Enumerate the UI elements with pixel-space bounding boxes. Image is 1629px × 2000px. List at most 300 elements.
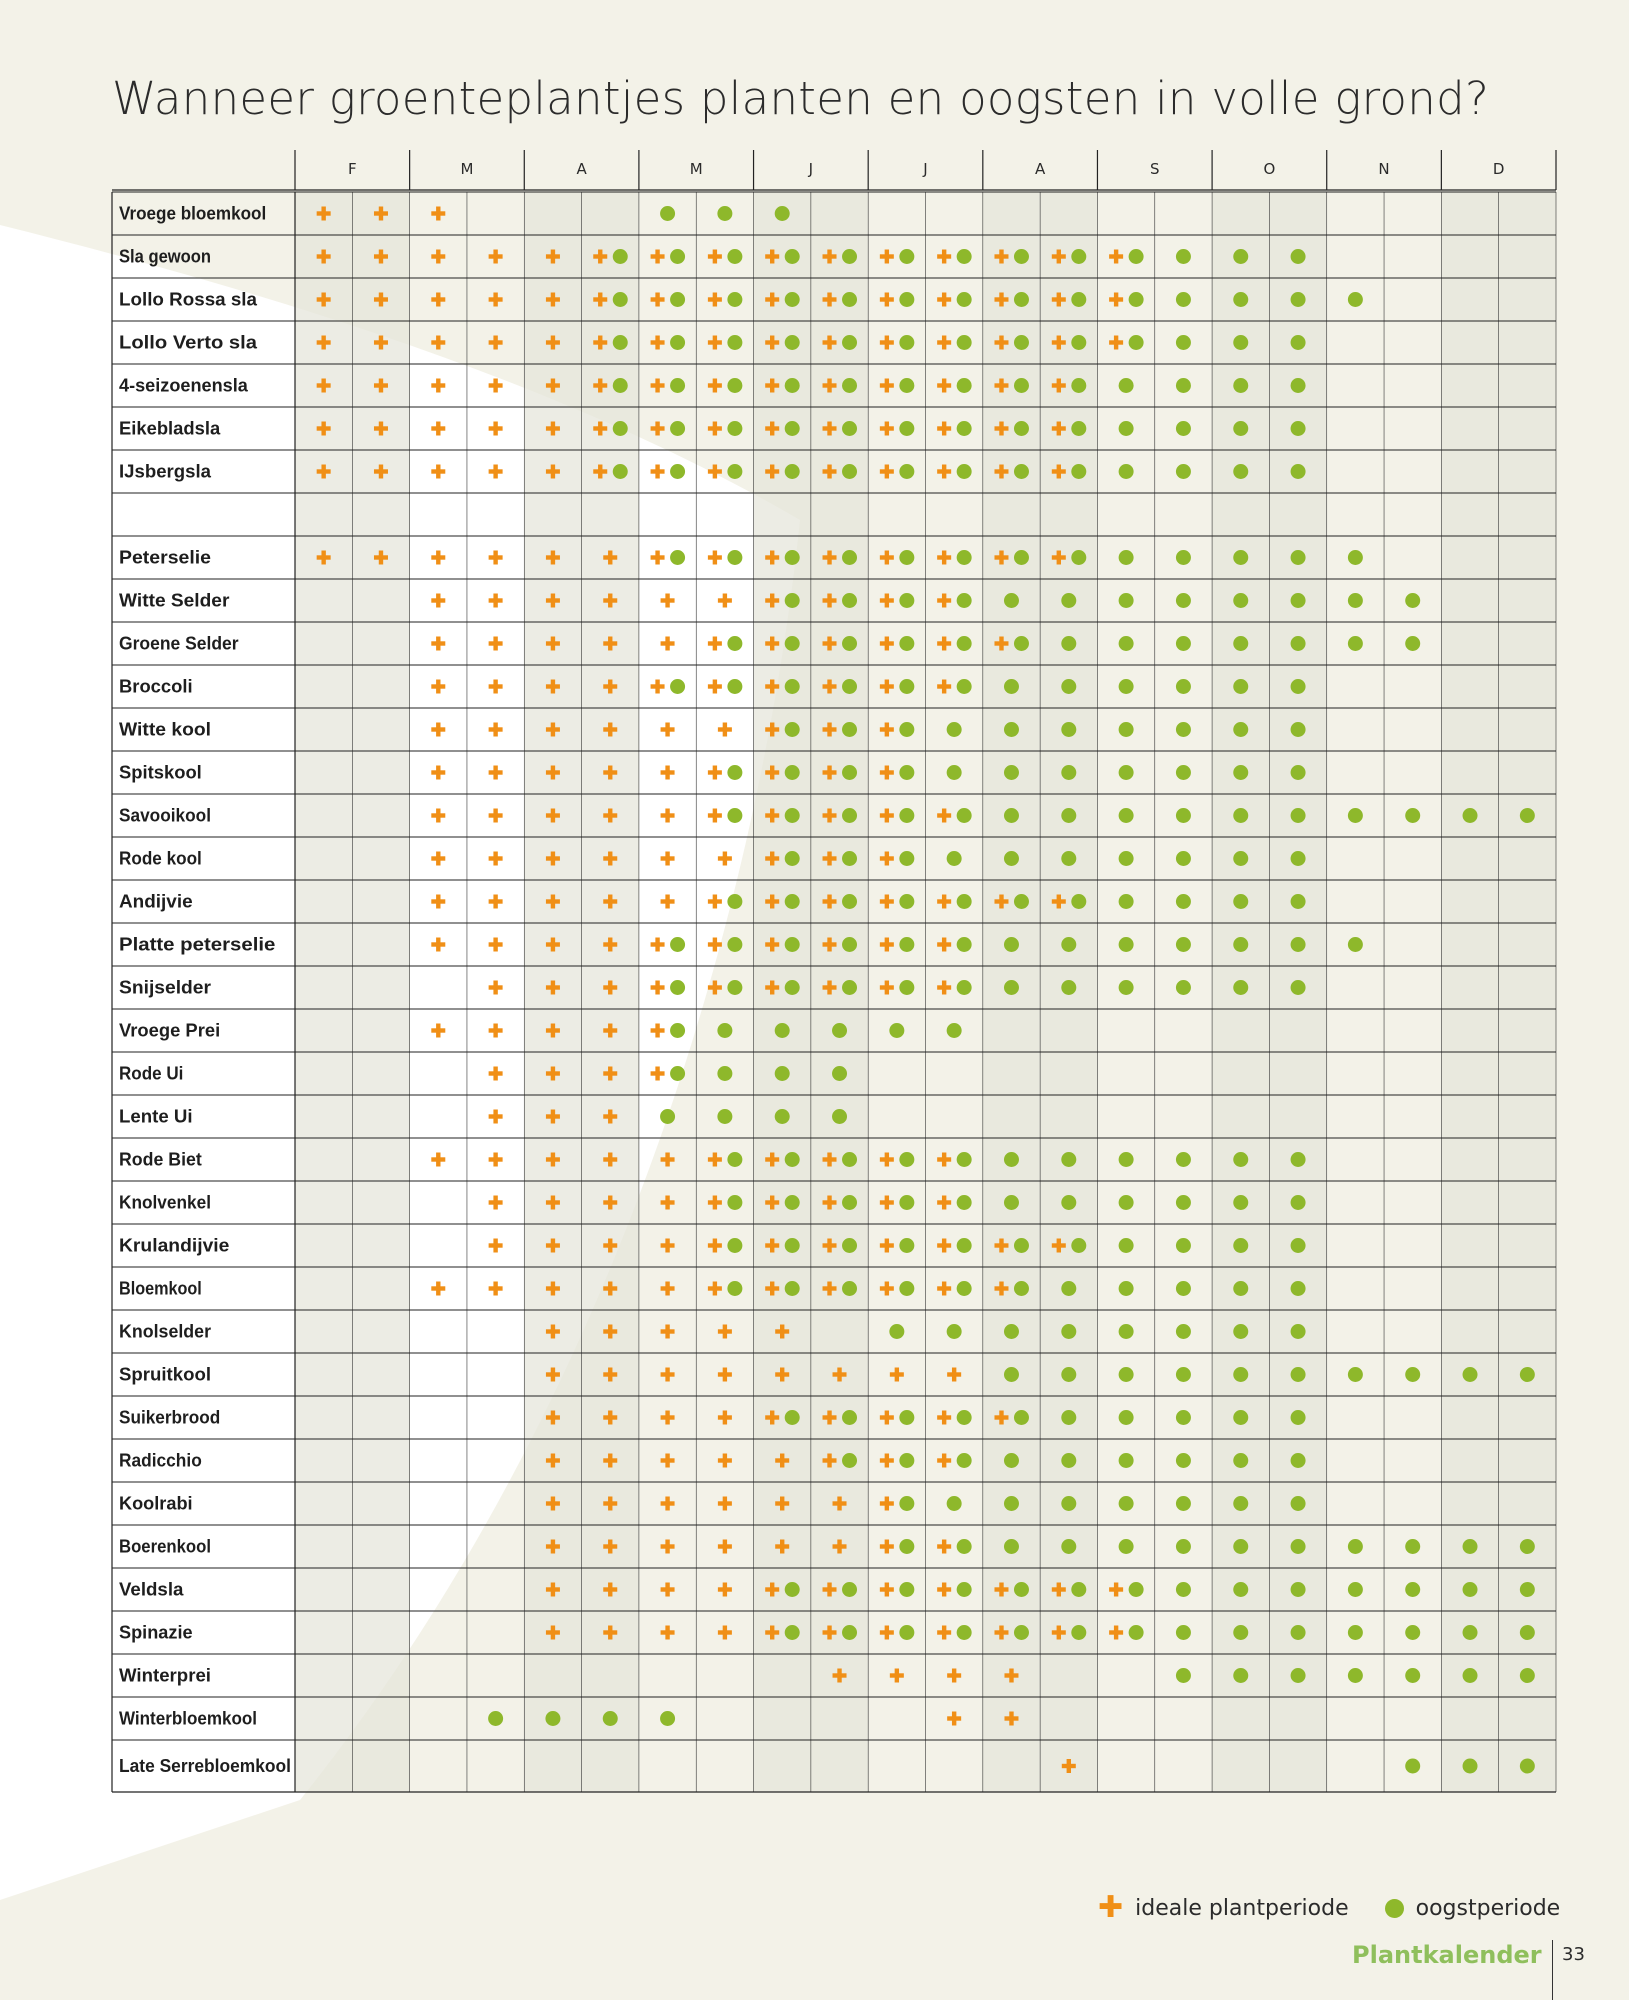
harvest-mark [1004,1367,1019,1382]
harvest-mark [1176,636,1191,651]
harvest-mark [1233,249,1248,264]
harvest-mark [1291,1152,1306,1167]
harvest-mark [1291,722,1306,737]
plant-mark [489,1067,503,1081]
month-header: S [1150,160,1160,178]
plant-harvest-mark [937,679,972,694]
harvest-mark [1405,1625,1420,1640]
harvest-mark [1405,593,1420,608]
harvest-mark [832,1109,847,1124]
harvest-mark [1520,1759,1535,1774]
harvest-mark [947,1324,962,1339]
harvest-mark [1233,335,1248,350]
plant-harvest-mark [880,1625,915,1640]
harvest-mark [1061,593,1076,608]
plant-mark [947,1669,961,1683]
harvest-mark [1176,1668,1191,1683]
harvest-mark [1405,1582,1420,1597]
plant-mark [661,1196,675,1210]
plant-mark [489,723,503,737]
harvest-mark [775,1023,790,1038]
harvest-mark [1291,421,1306,436]
plant-harvest-mark [880,593,915,608]
harvest-mark [1119,1195,1134,1210]
harvest-mark [1291,980,1306,995]
plant-harvest-mark [880,1539,915,1554]
plant-harvest-mark [880,378,915,393]
plant-harvest-mark [937,1582,972,1597]
harvest-mark [1119,464,1134,479]
harvest-mark [1291,1195,1306,1210]
harvest-mark [1405,1367,1420,1382]
harvest-mark [1004,722,1019,737]
harvest-mark [1004,1539,1019,1554]
crop-name: Groene Selder [119,633,239,654]
plant-mark [431,852,445,866]
crop-name: Witte Selder [119,590,230,611]
plant-mark [661,1153,675,1167]
harvest-mark [1233,808,1248,823]
month-header: M [689,160,703,178]
plant-mark [431,1282,445,1296]
harvest-mark [545,1711,560,1726]
harvest-mark [1061,1496,1076,1511]
harvest-mark [1291,636,1306,651]
plant-mark [489,981,503,995]
harvest-mark [1233,722,1248,737]
plant-mark [718,1583,732,1597]
month-header: M [460,160,474,178]
plant-mark [661,637,675,651]
harvest-mark [660,1109,675,1124]
harvest-mark [1520,1367,1535,1382]
plant-harvest-mark [651,1023,686,1038]
harvest-mark [1291,1625,1306,1640]
harvest-mark [1119,894,1134,909]
harvest-mark [1176,1453,1191,1468]
crop-name: Witte kool [119,719,211,740]
plant-mark [489,379,503,393]
month-header: D [1492,160,1505,178]
harvest-mark [660,1711,675,1726]
harvest-mark [832,1023,847,1038]
plant-harvest-mark [937,378,972,393]
harvest-mark [1004,980,1019,995]
harvest-mark [775,1066,790,1081]
harvest-mark [1233,1152,1248,1167]
harvest-mark [1291,1238,1306,1253]
harvest-mark [947,765,962,780]
harvest-mark [1119,679,1134,694]
harvest-mark [1463,1582,1478,1597]
plant-mark [431,1024,445,1038]
plant-mark [661,766,675,780]
plant-harvest-mark [937,937,972,952]
harvest-mark [1061,722,1076,737]
plant-mark [489,1153,503,1167]
harvest-mark [1176,894,1191,909]
plant-harvest-mark [651,679,686,694]
harvest-mark [1176,1238,1191,1253]
harvest-mark [1291,1281,1306,1296]
harvest-mark [1176,1152,1191,1167]
harvest-mark [1291,1410,1306,1425]
plant-mark [718,1626,732,1640]
crop-name: Spruitkool [119,1364,211,1385]
harvest-mark [1176,593,1191,608]
harvest-mark [1176,1367,1191,1382]
harvest-mark [1291,550,1306,565]
harvest-mark [1520,1582,1535,1597]
harvest-mark [1233,550,1248,565]
plant-harvest-mark [708,421,743,436]
harvest-mark [1463,1668,1478,1683]
harvest-mark [1176,421,1191,436]
harvest-mark [1176,464,1191,479]
plant-mark [718,1325,732,1339]
harvest-mark [1233,1582,1248,1597]
harvest-mark [1520,808,1535,823]
crop-name: Late Serrebloemkool [119,1756,291,1776]
harvest-mark [1291,808,1306,823]
harvest-mark [1061,980,1076,995]
plant-harvest-mark [1109,249,1144,264]
plant-harvest-mark [880,1238,915,1253]
harvest-mark [1233,679,1248,694]
month-header: A [576,160,587,178]
plant-harvest-mark [937,249,972,264]
plant-mark [661,1325,675,1339]
crop-name: Spinazie [119,1622,193,1643]
crop-name: Savooikool [119,805,211,826]
plant-harvest-mark [880,550,915,565]
crop-name: Veldsla [119,1579,185,1600]
plant-mark [431,766,445,780]
month-header: J [923,160,928,178]
month-header: A [1035,160,1046,178]
harvest-mark [1061,1152,1076,1167]
crop-name: Radicchio [119,1450,202,1471]
harvest-mark [1176,550,1191,565]
plant-harvest-mark [708,378,743,393]
crop-name: IJsbergsla [119,461,213,482]
harvest-mark [1291,679,1306,694]
plant-mark [489,465,503,479]
harvest-mark [1348,1367,1363,1382]
harvest-mark [1176,1410,1191,1425]
harvest-mark [1291,1453,1306,1468]
harvest-mark [1233,1668,1248,1683]
harvest-mark [1233,292,1248,307]
plant-harvest-mark [651,378,686,393]
harvest-mark [1520,1625,1535,1640]
plant-mark [489,336,503,350]
harvest-mark [1176,1539,1191,1554]
harvest-mark [1176,292,1191,307]
crop-name: Rode Biet [119,1149,202,1170]
plant-harvest-mark [880,980,915,995]
plant-harvest-mark [937,464,972,479]
harvest-mark [947,722,962,737]
harvest-mark [1119,1410,1134,1425]
harvest-mark [1405,1668,1420,1683]
harvest-mark [1348,636,1363,651]
harvest-mark [1004,765,1019,780]
harvest-mark [1233,980,1248,995]
harvest-mark [1176,980,1191,995]
harvest-mark [1348,550,1363,565]
harvest-mark [1176,335,1191,350]
plant-mark [718,594,732,608]
plant-mark [489,766,503,780]
plant-mark [661,1411,675,1425]
harvest-mark [1004,937,1019,952]
plant-mark [431,250,445,264]
plant-harvest-mark [937,1539,972,1554]
harvest-mark [1291,1496,1306,1511]
harvest-mark [1119,378,1134,393]
harvest-mark [1004,1195,1019,1210]
plant-harvest-mark [651,335,686,350]
plant-period-icon: ✚ [1098,1890,1124,1925]
harvest-mark [1291,894,1306,909]
plant-harvest-mark [880,292,915,307]
plant-mark [431,207,445,221]
plant-harvest-mark [880,808,915,823]
harvest-mark [1004,851,1019,866]
plant-mark [431,809,445,823]
plant-mark [431,723,445,737]
plant-harvest-mark [1109,292,1144,307]
harvest-mark [1233,1410,1248,1425]
harvest-mark [1233,1281,1248,1296]
plant-mark [890,1669,904,1683]
plant-mark [661,1239,675,1253]
plant-harvest-mark [708,765,743,780]
plant-harvest-mark [651,937,686,952]
plant-mark [947,1368,961,1382]
harvest-mark [1405,1759,1420,1774]
harvest-mark [1233,464,1248,479]
harvest-mark [1291,292,1306,307]
harvest-mark [1119,980,1134,995]
plant-mark [489,895,503,909]
harvest-mark [1405,636,1420,651]
plant-harvest-mark [880,636,915,651]
harvest-mark [1291,378,1306,393]
crop-name: Knolvenkel [119,1192,211,1213]
harvest-mark [1176,937,1191,952]
crop-name: Vroege bloemkool [119,203,267,224]
harvest-mark [1233,1324,1248,1339]
harvest-mark [1119,1152,1134,1167]
crop-name: Koolrabi [119,1493,193,1514]
plant-mark [489,637,503,651]
harvest-mark [1061,1367,1076,1382]
plant-harvest-mark [708,464,743,479]
harvest-mark [1348,937,1363,952]
plant-harvest-mark [937,980,972,995]
harvest-mark [947,851,962,866]
plant-harvest-mark [880,851,915,866]
harvest-mark [1291,937,1306,952]
harvest-mark [1233,378,1248,393]
harvest-mark [1061,1539,1076,1554]
crop-name: Winterbloemkool [119,1708,257,1729]
plant-mark [718,852,732,866]
plant-harvest-mark [708,937,743,952]
plant-harvest-mark [937,292,972,307]
plant-mark [489,250,503,264]
harvest-mark [1176,679,1191,694]
harvest-mark [1004,1496,1019,1511]
legend-plant-label: ideale plantperiode [1135,1895,1349,1921]
month-header: F [347,160,357,178]
harvest-mark [1348,1625,1363,1640]
plant-harvest-mark [708,636,743,651]
crop-name: Winterprei [119,1665,211,1686]
plant-mark [431,379,445,393]
harvest-mark [1004,1453,1019,1468]
harvest-mark [1233,1238,1248,1253]
crop-name: Knolselder [119,1321,211,1342]
plant-mark [489,680,503,694]
footer-divider [1552,1940,1553,2000]
plant-mark [489,809,503,823]
plant-harvest-mark [651,421,686,436]
harvest-mark [1291,851,1306,866]
plant-harvest-mark [708,1152,743,1167]
harvest-mark [1119,1453,1134,1468]
plant-harvest-mark [708,980,743,995]
harvest-mark [1463,1625,1478,1640]
harvest-mark [775,1109,790,1124]
plant-mark [489,938,503,952]
harvest-mark [1291,1367,1306,1382]
plant-harvest-mark [880,1582,915,1597]
legend [1098,1890,1561,1925]
harvest-mark [717,206,732,221]
harvest-mark [1061,1281,1076,1296]
harvest-mark [1119,765,1134,780]
plant-harvest-mark [708,894,743,909]
plant-harvest-mark [937,1625,972,1640]
crop-name: Krulandijvie [119,1235,230,1256]
plant-harvest-mark [880,1152,915,1167]
plant-mark [661,594,675,608]
plant-mark [661,1282,675,1296]
harvest-mark [1233,1496,1248,1511]
plant-mark [489,1110,503,1124]
harvest-mark [1348,808,1363,823]
plant-mark [489,551,503,565]
crop-name: Andijvie [119,891,193,912]
harvest-mark [1061,808,1076,823]
harvest-mark [1176,1625,1191,1640]
harvest-mark [1291,1539,1306,1554]
harvest-mark [1119,808,1134,823]
plant-harvest-mark [937,636,972,651]
crop-name: Boerenkool [119,1536,211,1557]
plant-harvest-mark [708,335,743,350]
crop-name: Peterselie [119,547,211,568]
plant-harvest-mark [708,1281,743,1296]
harvest-mark [1119,851,1134,866]
plant-mark [718,1540,732,1554]
harvest-mark [775,206,790,221]
harvest-mark [1119,722,1134,737]
plant-harvest-mark [880,421,915,436]
harvest-mark [1119,1539,1134,1554]
crop-name: Broccoli [119,676,193,697]
harvest-mark [1348,593,1363,608]
plant-mark [431,594,445,608]
plant-harvest-mark [937,1152,972,1167]
plant-harvest-mark [708,249,743,264]
plant-harvest-mark [708,808,743,823]
harvest-mark [1233,1453,1248,1468]
harvest-mark [1233,1367,1248,1382]
harvest-mark [1061,1410,1076,1425]
harvest-mark [1176,722,1191,737]
harvest-mark [832,1066,847,1081]
crop-name: Snijselder [119,977,211,998]
harvest-mark [1520,1668,1535,1683]
harvest-mark [1119,1367,1134,1382]
harvest-mark [1004,1324,1019,1339]
crop-name: Spitskool [119,762,202,783]
crop-name: Lollo Rossa sla [119,289,259,310]
harvest-mark [1176,1195,1191,1210]
plant-harvest-mark [937,1238,972,1253]
plant-mark [489,594,503,608]
plant-harvest-mark [880,1410,915,1425]
harvest-mark [1291,335,1306,350]
plant-harvest-mark [1109,1582,1144,1597]
harvest-mark [1233,851,1248,866]
crop-name: Lollo Verto sla [119,332,259,353]
page-number: 33 [1562,1944,1585,1965]
harvest-mark [1061,1453,1076,1468]
plant-harvest-mark [880,894,915,909]
harvest-mark [1176,1281,1191,1296]
plant-mark [431,938,445,952]
plant-mark [489,1239,503,1253]
harvest-mark [1119,1281,1134,1296]
plant-mark [431,465,445,479]
harvest-mark [1119,1238,1134,1253]
section-label: Plantkalender [1352,1941,1542,1969]
harvest-mark [1119,421,1134,436]
harvest-mark [660,206,675,221]
harvest-mark [1061,937,1076,952]
plant-mark [489,1282,503,1296]
harvest-mark [1233,421,1248,436]
plant-mark [661,1540,675,1554]
harvest-mark [947,1496,962,1511]
plant-harvest-mark [708,292,743,307]
plant-mark [661,895,675,909]
plant-harvest-mark [651,980,686,995]
plant-mark [661,1626,675,1640]
harvest-mark [1291,464,1306,479]
harvest-mark [1004,593,1019,608]
plant-mark [661,1497,675,1511]
harvest-mark [1291,593,1306,608]
harvest-mark [1233,636,1248,651]
plant-mark [718,1368,732,1382]
plant-mark [718,1497,732,1511]
